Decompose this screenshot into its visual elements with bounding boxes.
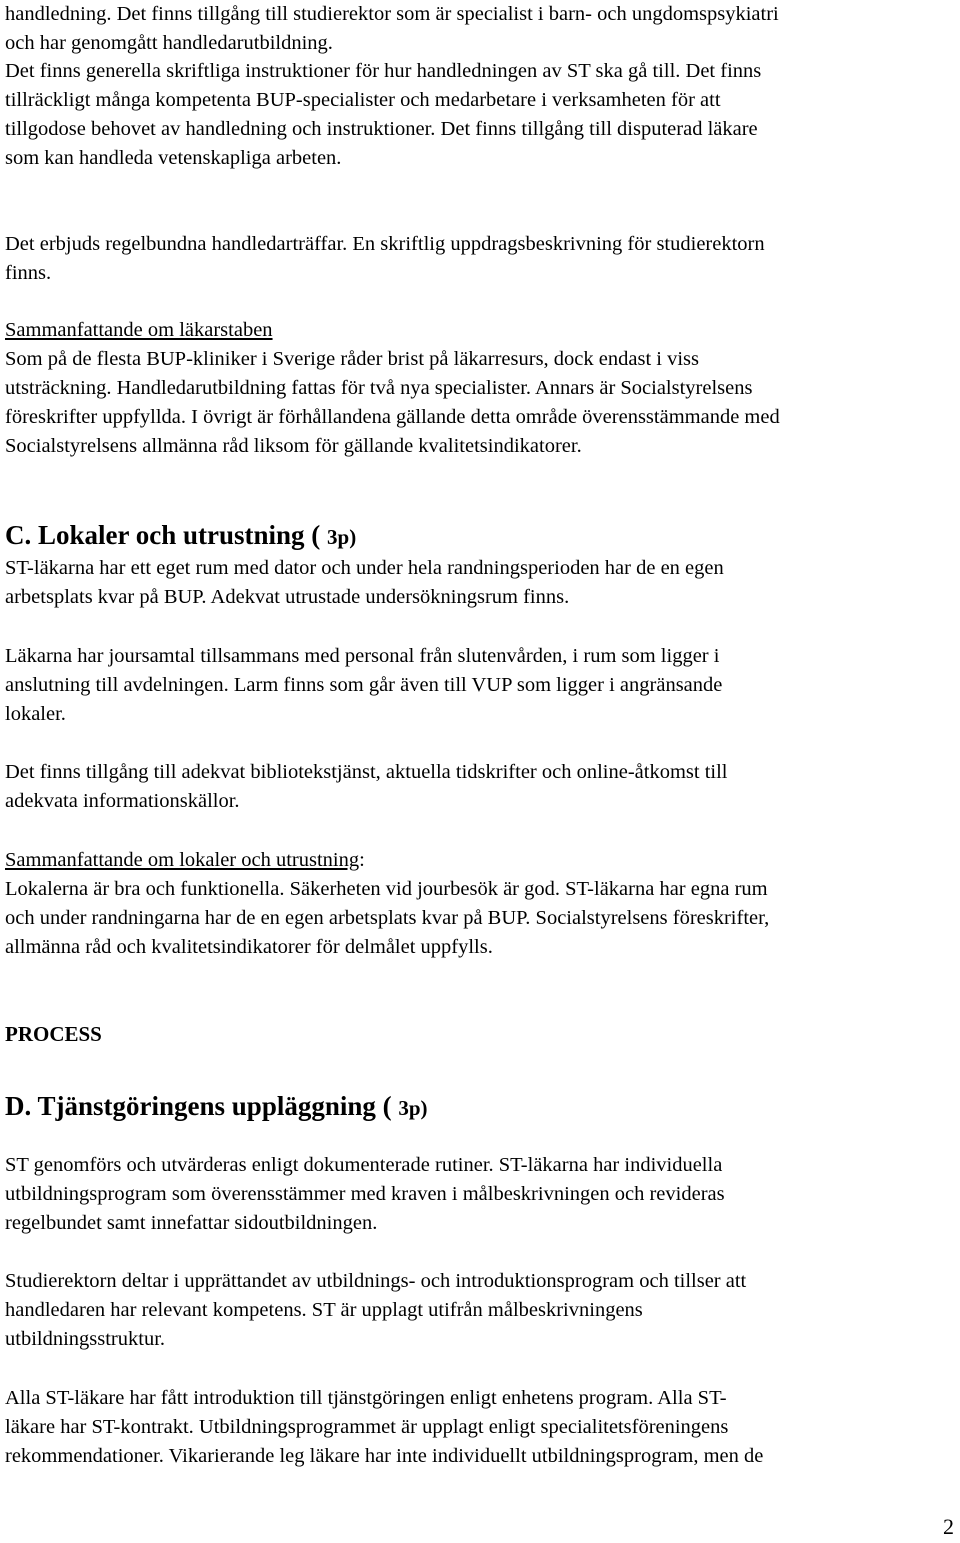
text-line: Det finns generella skriftliga instruktioner för hur handledningen av ST ska gå till. Det finns (5, 60, 762, 82)
text-line: arbetsplats kvar på BUP. Adekvat utrustade undersökningsrum finns. (5, 586, 570, 608)
text-line: Som på de flesta BUP-kliniker i Sverige råder brist på läkarresurs, dock endast i viss (5, 348, 699, 370)
section-points: 3p) (398, 1096, 428, 1120)
paragraph-service-2 (5, 1267, 957, 1354)
paragraph-premises-1 (5, 554, 957, 612)
text-line: regelbundet samt innefattar sidoutbildningen. (5, 1212, 378, 1234)
text-line: Läkarna har joursamtal tillsammans med personal från slutenvården, i rum som ligger i (5, 645, 720, 667)
text-line: finns. (5, 262, 52, 284)
text-line: handledning. Det finns tillgång till studierektor som är specialist i barn- och ungdomspsykiatri (5, 3, 779, 25)
section-heading-d (5, 1089, 957, 1125)
text-line: Alla ST-läkare har fått introduktion till tjänstgöringen enligt enhetens program. Alla ST- (5, 1387, 727, 1409)
text-line: ST-läkarna har ett eget rum med dator och under hela randningsperioden har de en egen (5, 557, 724, 579)
summary-heading: Sammanfattande om lokaler och utrustning (5, 849, 360, 871)
summary-medical-staff (5, 316, 957, 461)
text-line: tillräckligt många kompetenta BUP-specialister och medarbetare i verksamheten för att (5, 89, 721, 111)
section-points: 3p) (327, 525, 357, 549)
paragraph-service-1 (5, 1151, 957, 1238)
text-line: rekommendationer. Vikarierande leg läkare har inte individuellt utbildningsprogram, men de (5, 1445, 764, 1467)
text-line: Socialstyrelsens allmänna råd liksom för gällande kvalitetsindikatorer. (5, 435, 582, 457)
section-heading-c (5, 518, 957, 554)
text-line: föreskrifter uppfyllda. I övrigt är förhållandena gällande detta område överensstämmande med (5, 406, 780, 428)
text-line: Studierektorn deltar i upprättandet av utbildnings- och introduktionsprogram och tillser att (5, 1270, 747, 1292)
text-line: handledaren har relevant kompetens. ST är upplagt utifrån målbeskrivningens (5, 1299, 643, 1321)
text-line: Lokalerna är bra och funktionella. Säkerheten vid jourbesök är god. ST-läkarna har egna rum (5, 878, 768, 900)
text-line: och har genomgått handledarutbildning. (5, 32, 333, 54)
text-line: som kan handleda vetenskapliga arbeten. (5, 147, 342, 169)
summary-premises (5, 846, 957, 962)
text-line: utbildningsprogram som överensstämmer med kraven i målbeskrivningen och revideras (5, 1183, 725, 1205)
text-line: utsträckning. Handledarutbildning fattas för två nya specialister. Annars är Socialstyrelsens (5, 377, 753, 399)
process-heading: PROCESS (5, 1022, 102, 1046)
text-line: adekvata informationskällor. (5, 790, 240, 812)
paragraph-service-3 (5, 1384, 957, 1471)
text-line: Det erbjuds regelbundna handledarträffar. En skriftlig uppdragsbeskrivning för studierektorn (5, 233, 765, 255)
page-number: 2 (943, 1514, 954, 1539)
summary-colon: : (359, 849, 365, 871)
text-line: allmänna råd och kvalitetsindikatorer för delmålet uppfylls. (5, 936, 493, 958)
text-line: lokaler. (5, 703, 66, 725)
paragraph-supervision-continued (5, 0, 957, 58)
text-line: ST genomförs och utvärderas enligt dokumenterade rutiner. ST-läkarna har individuella (5, 1154, 723, 1176)
text-line: tillgodose behovet av handledning och instruktioner. Det finns tillgång till disputerad läkare (5, 118, 758, 140)
text-line: Det finns tillgång till adekvat bibliotekstjänst, aktuella tidskrifter och online-åtkomst till (5, 761, 728, 783)
paragraph-premises-3 (5, 758, 957, 816)
section-title: C. Lokaler och utrustning ( (5, 520, 328, 550)
paragraph-premises-2 (5, 642, 957, 729)
paragraph-supervisor-meetings (5, 230, 957, 288)
text-line: och under randningarna har de en egen arbetsplats kvar på BUP. Socialstyrelsens föreskrifter, (5, 907, 770, 929)
paragraph-instructions (5, 57, 957, 173)
text-line: utbildningsstruktur. (5, 1328, 166, 1350)
section-title: D. Tjänstgöringens uppläggning ( (5, 1091, 399, 1121)
text-line: läkare har ST-kontrakt. Utbildningsprogrammet är upplagt enligt specialitetsföreningens (5, 1416, 729, 1438)
summary-heading: Sammanfattande om läkarstaben (5, 319, 273, 341)
text-line: anslutning till avdelningen. Larm finns som går även till VUP som ligger i angränsande (5, 674, 723, 696)
